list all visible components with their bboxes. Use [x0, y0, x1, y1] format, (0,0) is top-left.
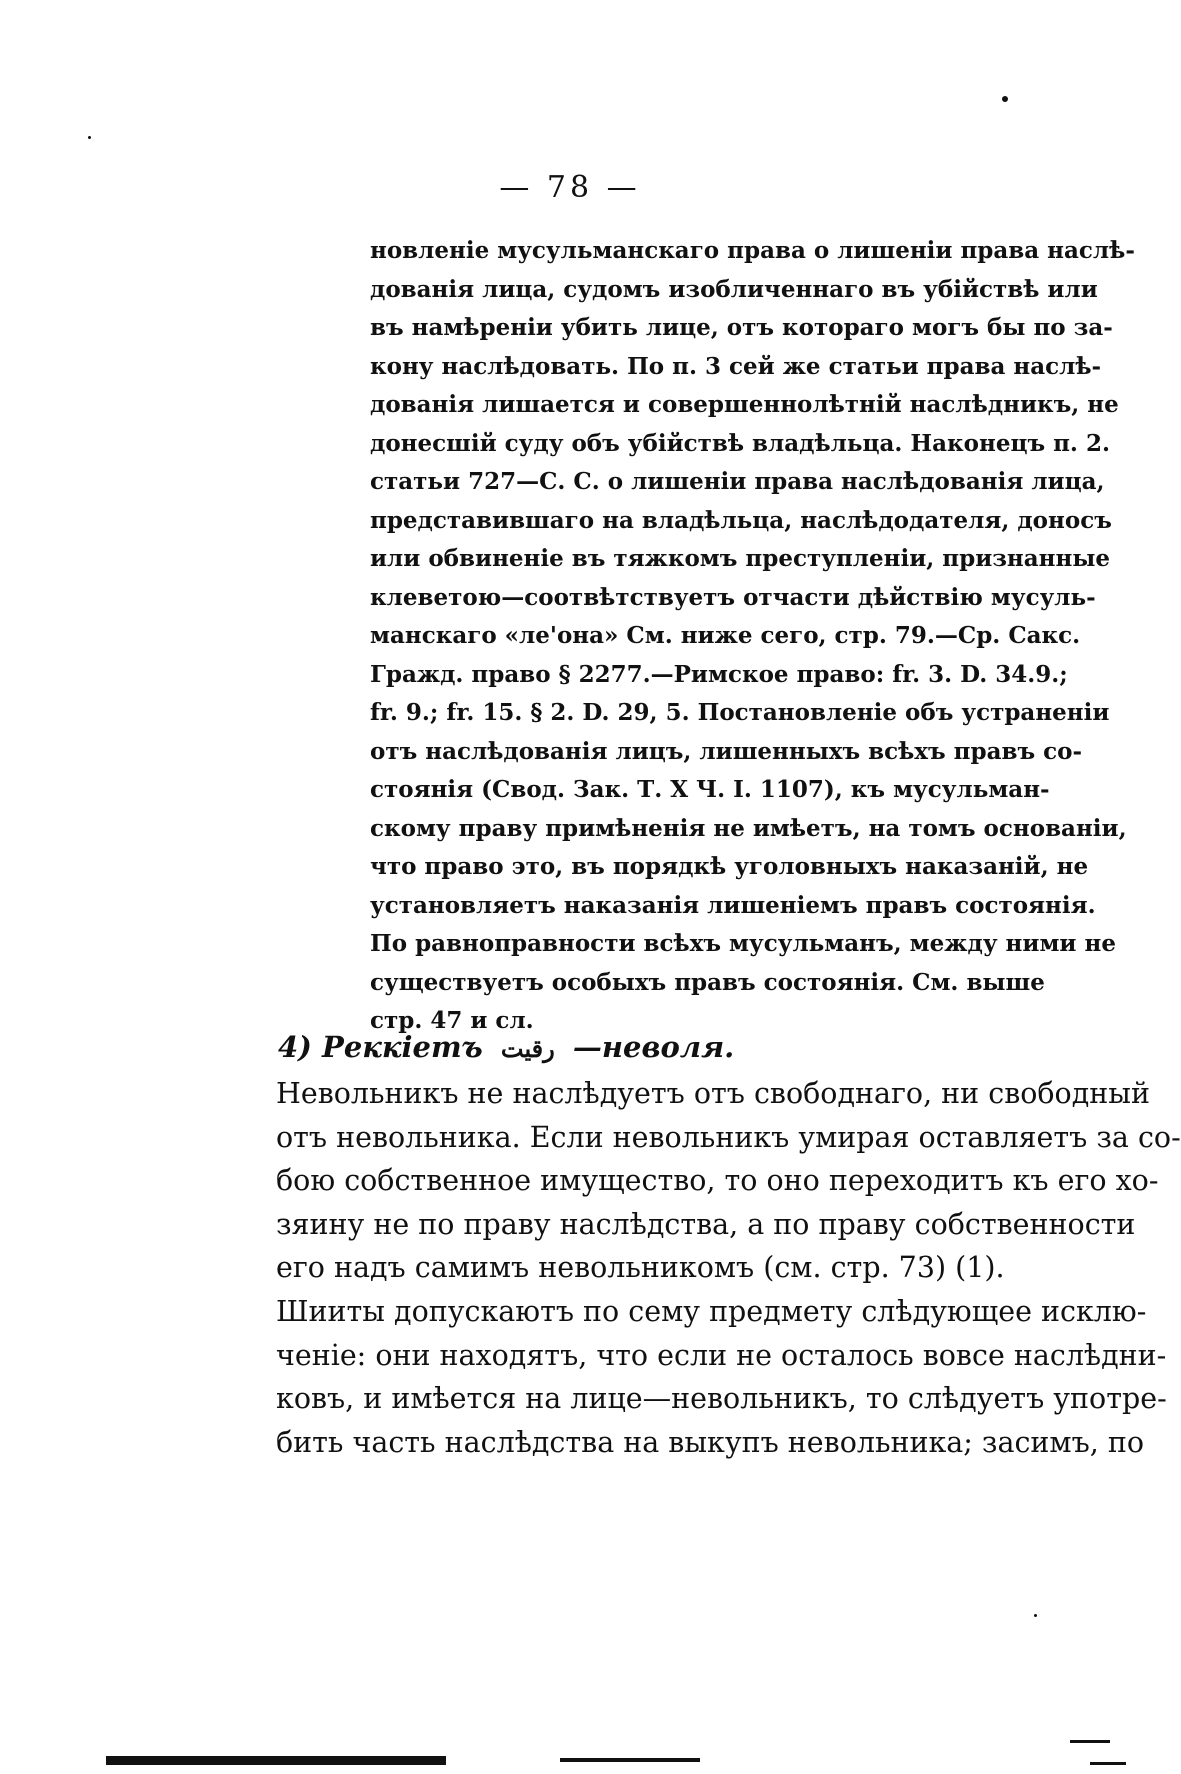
- footnote-line: дованія лица, судомъ изобличеннаго въ убійствѣ или: [370, 275, 1098, 303]
- footnote-line: новленіе мусульманскаго права о лишеніи права наслѣ-: [370, 237, 1135, 264]
- ink-speck: [88, 136, 91, 139]
- footnote-block: [370, 232, 1135, 1041]
- section-heading: [278, 1030, 734, 1064]
- scan-edge-rule: [560, 1758, 700, 1762]
- footnote-line: или обвиненіе въ тяжкомъ преступленіи, признанные: [370, 545, 1111, 572]
- text-line: бить часть наслѣдства на выкупъ невольника; засимъ, по: [276, 1425, 1144, 1459]
- section-subtitle: —неволя.: [572, 1030, 735, 1064]
- scan-edge-rule: [1070, 1740, 1110, 1743]
- footnote-line: дованія лишается и совершеннолѣтній наслѣдникъ, не: [370, 391, 1119, 418]
- page-number: — 78 —: [499, 170, 641, 205]
- footnote-line: статьи 727—С. С. о лишеніи права наслѣдованія лица,: [370, 468, 1105, 495]
- text-line: ковъ, и имѣется на лице—невольникъ, то слѣдуетъ употре-: [276, 1382, 1167, 1415]
- section-title: Реккіетъ: [322, 1030, 483, 1064]
- section-number: 4): [278, 1030, 312, 1064]
- ink-speck: [1034, 1614, 1037, 1617]
- text-line: бою собственное имущество, то оно переходитъ къ его хо-: [276, 1164, 1159, 1197]
- text-line: Шииты допускаютъ по сему предмету слѣдующее исклю-: [276, 1295, 1147, 1328]
- footnote-line: установляетъ наказанія лишеніемъ правъ состоянія.: [370, 891, 1096, 919]
- footnote-line: скому праву примѣненія не имѣетъ, на томъ основаніи,: [370, 814, 1127, 842]
- footnote-line: донесшій суду объ убійствѣ владѣльца. Наконецъ п. 2.: [370, 429, 1110, 457]
- footnote-line: существуетъ особыхъ правъ состоянія. См. выше: [370, 968, 1045, 996]
- footnote-line: стоянія (Свод. Зак. Т. X Ч. I. 1107), къ мусульман-: [370, 776, 1050, 803]
- footnote-line: fr. 9.; fr. 15. § 2. D. 29, 5. Постановленіе объ устраненіи: [370, 699, 1110, 726]
- scan-edge-rule: [106, 1756, 446, 1765]
- footnote-line: клеветою—соотвѣтствуетъ отчасти дѣйствію мусуль-: [370, 583, 1096, 611]
- footnote-line: кону наслѣдовать. По п. 3 сей же статьи права наслѣ-: [370, 352, 1102, 380]
- paragraph: [276, 1290, 1167, 1464]
- footnote-line: По равноправности всѣхъ мусульманъ, между ними не: [370, 930, 1116, 957]
- footnote-line: отъ наслѣдованія лицъ, лишенныхъ всѣхъ правъ со-: [370, 737, 1083, 765]
- ink-speck: [1002, 96, 1008, 102]
- text-line: ченіе: они находятъ, что если не осталось вовсе наслѣдни-: [276, 1338, 1167, 1372]
- scan-edge-rule: [1090, 1762, 1126, 1765]
- text-line: Невольникъ не наслѣдуетъ отъ свободнаго, ни свободный: [276, 1077, 1150, 1110]
- section-arabic-term: رقيت: [500, 1034, 555, 1063]
- text-line: зяину не по праву наслѣдства, а по праву собственности: [276, 1207, 1136, 1241]
- footnote-line: въ намѣреніи убить лице, отъ котораго могъ бы по за-: [370, 314, 1113, 341]
- paragraph: [276, 1072, 1181, 1290]
- text-line: отъ невольника. Если невольникъ умирая оставляетъ за со-: [276, 1120, 1181, 1154]
- footnote-line: представившаго на владѣльца, наслѣдодателя, доносъ: [370, 506, 1112, 534]
- footnote-line: манскаго «ле'она» См. ниже сего, стр. 79.—Ср. Сакс.: [370, 622, 1081, 649]
- footnote-line: стр. 47 и сл.: [370, 1007, 534, 1034]
- footnote-line: что право это, въ порядкѣ уголовныхъ наказаній, не: [370, 853, 1089, 880]
- text-line: его надъ самимъ невольникомъ (см. стр. 73) (1).: [276, 1251, 1005, 1284]
- footnote-line: Гражд. право § 2277.—Римское право: fr. 3. D. 34.9.;: [370, 660, 1068, 688]
